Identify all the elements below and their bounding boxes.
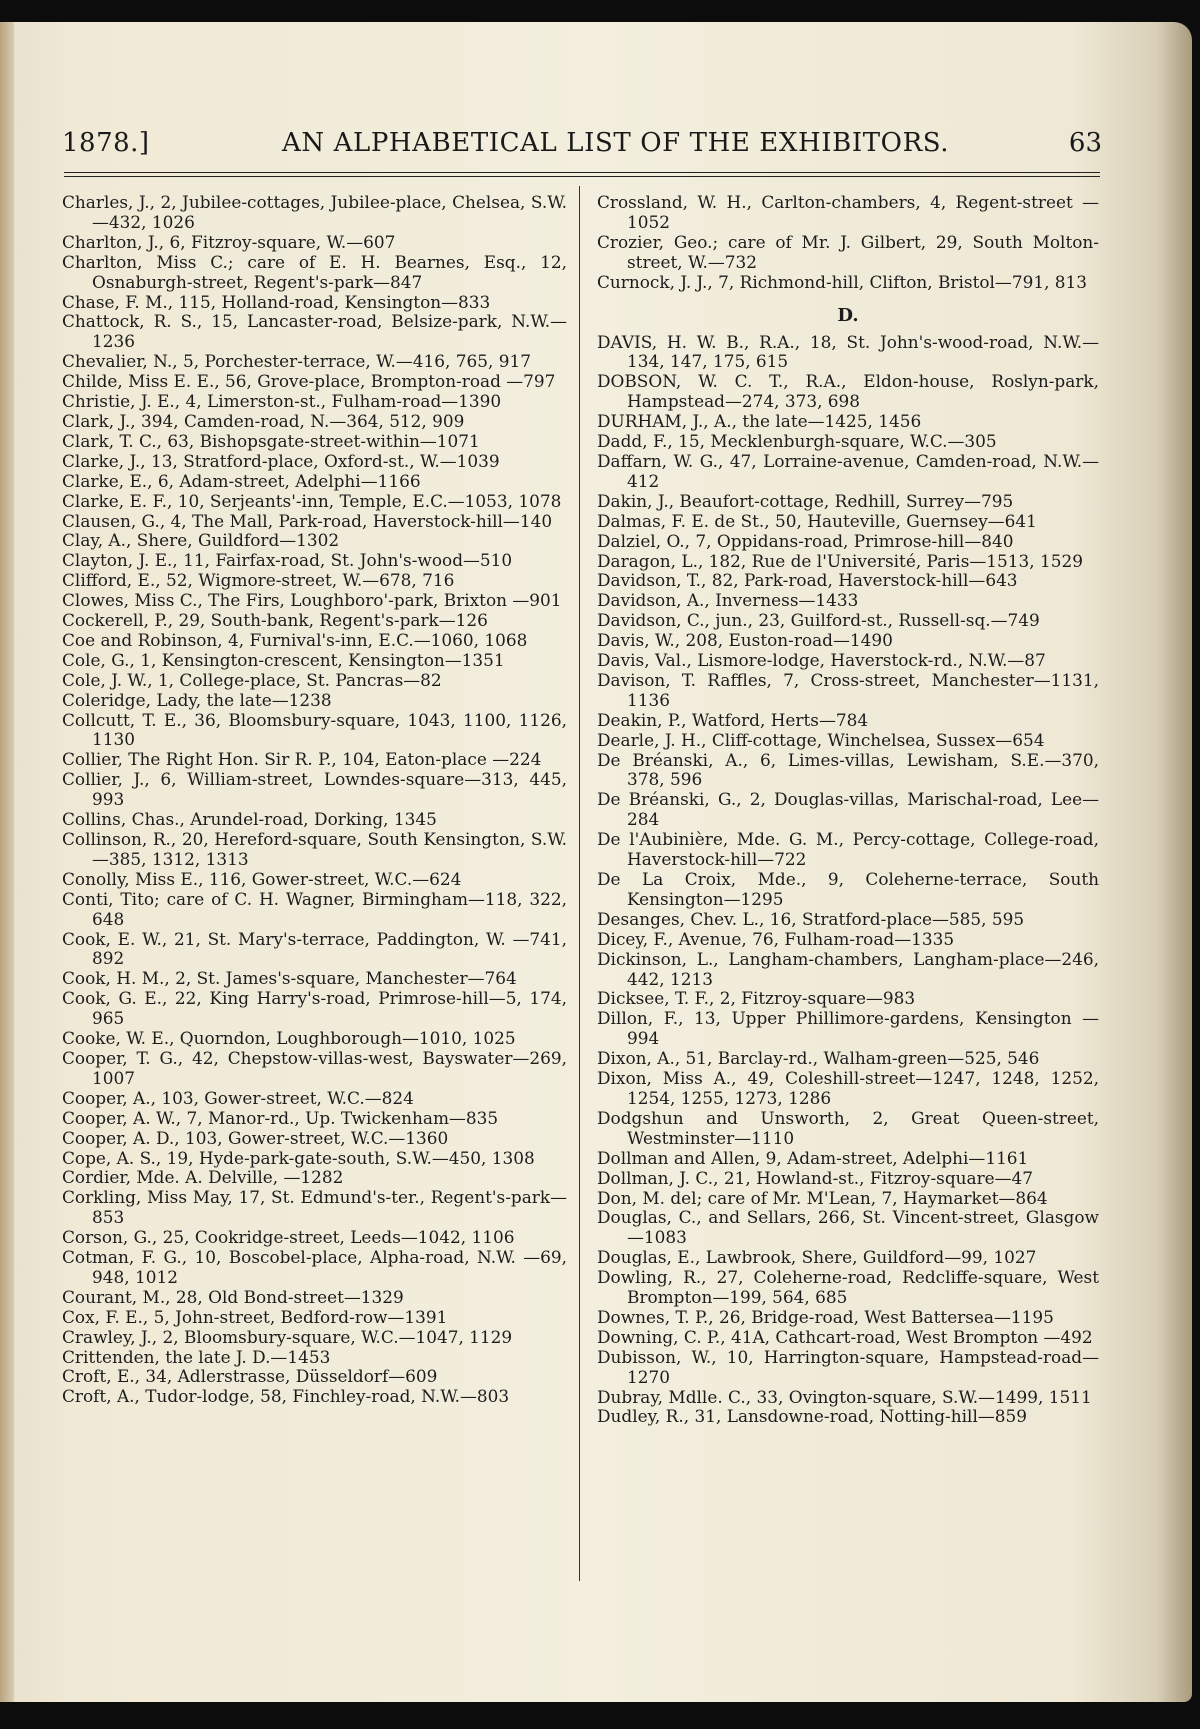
exhibitor-entry: Cope, A. S., 19, Hyde-park-gate-south, S.W.—450, 1308: [62, 1147, 535, 1168]
exhibitor-entry: Charlton, J., 6, Fitzroy-square, W.—607: [62, 231, 396, 252]
exhibitor-entry: Downing, C. P., 41A, Cathcart-road, West Brompton —492: [597, 1326, 1093, 1347]
exhibitor-entry: De l'Aubinière, Mde. G. M., Percy-cottage, College-road, Haverstock-hill—722: [597, 829, 1099, 870]
right-column: [597, 193, 1099, 1427]
exhibitor-entry: Dalmas, F. E. de St., 50, Hauteville, Guernsey—641: [597, 510, 1037, 531]
right-top-entries: [597, 193, 1099, 293]
exhibitor-entry: Charlton, Miss C.; care of E. H. Bearnes, Esq., 12, Osnaburgh-street, Regent's-park—847: [62, 251, 567, 292]
exhibitor-entry: Dixon, Miss A., 49, Coleshill-street—1247, 1248, 1252, 1254, 1255, 1273, 1286: [597, 1068, 1099, 1108]
exhibitor-entry: Cooper, A., 103, Gower-street, W.C.—824: [62, 1087, 414, 1108]
exhibitor-entry: Dowling, R., 27, Coleherne-road, Redcliffe-square, West Brompton—199, 564, 685: [597, 1267, 1099, 1308]
exhibitor-entry: Dixon, A., 51, Barclay-rd., Walham-green—525, 546: [597, 1048, 1040, 1069]
left-column: [62, 193, 567, 1407]
exhibitor-entry: Daffarn, W. G., 47, Lorraine-avenue, Camden-road, N.W.—412: [597, 450, 1099, 491]
exhibitor-entry: Dollman, J. C., 21, Howland-st., Fitzroy-square—47: [597, 1167, 1034, 1188]
exhibitor-entry: Davidson, A., Inverness—1433: [597, 590, 859, 611]
exhibitor-entry: Coe and Robinson, 4, Furnival's-inn, E.C.—1060, 1068: [62, 629, 528, 650]
exhibitor-entry: De Bréanski, G., 2, Douglas-villas, Marischal-road, Lee—284: [597, 789, 1099, 830]
exhibitor-entry: Dicksee, T. F., 2, Fitzroy-square—983: [597, 988, 916, 1009]
exhibitor-entry: Christie, J. E., 4, Limerston-st., Fulham-road—1390: [62, 391, 502, 412]
exhibitor-entry: Cox, F. E., 5, John-street, Bedford-row—1391: [62, 1306, 448, 1327]
exhibitor-entry: Corson, G., 25, Cookridge-street, Leeds—1042, 1106: [62, 1227, 515, 1248]
exhibitor-entry: Crossland, W. H., Carlton-chambers, 4, Regent-street —1052: [597, 192, 1099, 232]
exhibitor-entry: Collins, Chas., Arundel-road, Dorking, 1345: [62, 809, 437, 830]
exhibitor-entry: Croft, E., 34, Adlerstrasse, Düsseldorf—609: [62, 1366, 438, 1387]
section-heading-d: D.: [837, 304, 859, 326]
exhibitor-entry: Daragon, L., 182, Rue de l'Université, Paris—1513, 1529: [597, 550, 1083, 571]
exhibitor-entry: Conti, Tito; care of C. H. Wagner, Birmingham—118, 322, 648: [62, 888, 567, 929]
exhibitor-entry: Cordier, Mde. A. Delville, —1282: [62, 1167, 344, 1188]
exhibitor-entry: Downes, T. P., 26, Bridge-road, West Battersea—1195: [597, 1306, 1054, 1327]
exhibitor-entry: Clausen, G., 4, The Mall, Park-road, Haverstock-hill—140: [62, 510, 553, 531]
header-year: 1878.]: [62, 128, 150, 158]
exhibitor-entry: Davidson, C., jun., 23, Guilford-st., Russell-sq.—749: [597, 610, 1040, 631]
exhibitor-entry: Dickinson, L., Langham-chambers, Langham-place—246, 442, 1213: [597, 948, 1099, 989]
exhibitor-entry: Cole, J. W., 1, College-place, St. Pancras—82: [62, 669, 442, 690]
exhibitor-entry: Cole, G., 1, Kensington-crescent, Kensington—1351: [62, 649, 505, 670]
exhibitor-entry: Chattock, R. S., 15, Lancaster-road, Belsize-park, N.W.—1236: [62, 311, 567, 352]
exhibitor-entry: Childe, Miss E. E., 56, Grove-place, Brompton-road —797: [62, 371, 556, 392]
exhibitor-entry: Curnock, J. J., 7, Richmond-hill, Clifton, Bristol—791, 813: [597, 271, 1088, 292]
exhibitor-entry: Collcutt, T. E., 36, Bloomsbury-square, 1043, 1100, 1126, 1130: [62, 709, 567, 750]
exhibitor-entry: DAVIS, H. W. B., R.A., 18, St. John's-wood-road, N.W.—134, 147, 175, 615: [597, 331, 1099, 372]
exhibitor-entry: Coleridge, Lady, the late—1238: [62, 689, 332, 710]
exhibitor-entry: Davison, T. Raffles, 7, Cross-street, Manchester—1131, 1136: [597, 669, 1099, 710]
exhibitor-entry: Clark, J., 394, Camden-road, N.—364, 512, 909: [62, 410, 465, 431]
exhibitor-entry: Clarke, E., 6, Adam-street, Adelphi—1166: [62, 470, 421, 491]
exhibitor-entry: Cooper, A. D., 103, Gower-street, W.C.—1360: [62, 1127, 449, 1148]
exhibitor-entry: Clarke, J., 13, Stratford-place, Oxford-st., W.—1039: [62, 450, 500, 471]
exhibitor-entry: Clowes, Miss C., The Firs, Loughboro'-park, Brixton —901: [62, 590, 562, 611]
exhibitor-entry: Davis, W., 208, Euston-road—1490: [597, 630, 893, 651]
exhibitor-entry: Dodgshun and Unsworth, 2, Great Queen-street, Westminster—1110: [597, 1107, 1099, 1148]
exhibitor-entry: Chevalier, N., 5, Porchester-terrace, W.—416, 765, 917: [62, 351, 532, 372]
exhibitor-entry: Charles, J., 2, Jubilee-cottages, Jubilee-place, Chelsea, S.W.—432, 1026: [62, 192, 567, 232]
exhibitor-entry: Don, M. del; care of Mr. M'Lean, 7, Haymarket—864: [597, 1187, 1048, 1208]
right-d-entries: [597, 333, 1099, 1428]
exhibitor-entry: Conolly, Miss E., 116, Gower-street, W.C.—624: [62, 868, 462, 889]
exhibitor-entry: Cooper, T. G., 42, Chepstow-villas-west, Bayswater—269, 1007: [62, 1047, 567, 1088]
exhibitor-entry: Cook, H. M., 2, St. James's-square, Manchester—764: [62, 968, 517, 989]
exhibitor-entry: Deakin, P., Watford, Herts—784: [597, 709, 869, 730]
exhibitor-entry: Dakin, J., Beaufort-cottage, Redhill, Surrey—795: [597, 490, 1014, 511]
exhibitor-entry: Crawley, J., 2, Bloomsbury-square, W.C.—1047, 1129: [62, 1326, 513, 1347]
exhibitor-entry: Douglas, E., Lawbrook, Shere, Guildford—99, 1027: [597, 1247, 1037, 1268]
exhibitor-entry: Clifford, E., 52, Wigmore-street, W.—678, 716: [62, 570, 455, 591]
header-rule-bottom: [64, 176, 1100, 177]
exhibitor-entry: Dubray, Mdlle. C., 33, Ovington-square, S.W.—1499, 1511: [597, 1386, 1092, 1407]
book-spine-edge: [0, 22, 14, 1702]
exhibitor-entry: Crittenden, the late J. D.—1453: [62, 1346, 331, 1367]
exhibitor-entry: Dalziel, O., 7, Oppidans-road, Primrose-hill—840: [597, 530, 1014, 551]
exhibitor-entry: Clarke, E. F., 10, Serjeants'-inn, Temple, E.C.—1053, 1078: [62, 490, 562, 511]
exhibitor-entry: Clay, A., Shere, Guildford—1302: [62, 530, 340, 551]
exhibitor-entry: Collier, J., 6, William-street, Lowndes-square—313, 445, 993: [62, 769, 567, 810]
exhibitor-entry: Cooke, W. E., Quorndon, Loughborough—1010, 1025: [62, 1028, 516, 1049]
exhibitor-entry: Dearle, J. H., Cliff-cottage, Winchelsea, Sussex—654: [597, 729, 1045, 750]
running-header: [62, 128, 1102, 168]
exhibitor-entry: Cotman, F. G., 10, Boscobel-place, Alpha-road, N.W. —69, 948, 1012: [62, 1247, 567, 1287]
exhibitor-entry: Clayton, J. E., 11, Fairfax-road, St. John's-wood—510: [62, 550, 513, 571]
exhibitor-entry: Dadd, F., 15, Mecklenburgh-square, W.C.—305: [597, 431, 997, 452]
exhibitor-entry: Dicey, F., Avenue, 76, Fulham-road—1335: [597, 928, 955, 949]
exhibitor-entry: Davis, Val., Lismore-lodge, Haverstock-rd., N.W.—87: [597, 650, 1046, 671]
exhibitor-entry: Dollman and Allen, 9, Adam-street, Adelphi—1161: [597, 1147, 1029, 1168]
exhibitor-entry: Collinson, R., 20, Hereford-square, South Kensington, S.W.—385, 1312, 1313: [62, 829, 567, 869]
exhibitor-entry: De Bréanski, A., 6, Limes-villas, Lewisham, S.E.—370, 378, 596: [597, 749, 1099, 790]
exhibitor-entry: Douglas, C., and Sellars, 266, St. Vincent-street, Glasgow—1083: [597, 1207, 1099, 1248]
exhibitor-entry: Cooper, A. W., 7, Manor-rd., Up. Twickenham—835: [62, 1107, 499, 1128]
column-divider: [579, 186, 580, 1581]
exhibitor-entry: Dillon, F., 13, Upper Phillimore-gardens, Kensington —994: [597, 1008, 1099, 1049]
exhibitor-entry: Collier, The Right Hon. Sir R. P., 104, Eaton-place —224: [62, 749, 542, 770]
exhibitor-entry: Corkling, Miss May, 17, St. Edmund's-ter., Regent's-park—853: [62, 1187, 567, 1228]
exhibitor-entry: Davidson, T., 82, Park-road, Haverstock-hill—643: [597, 570, 1018, 591]
exhibitor-entry: Courant, M., 28, Old Bond-street—1329: [62, 1286, 404, 1307]
exhibitor-entry: Dudley, R., 31, Lansdowne-road, Notting-hill—859: [597, 1406, 1027, 1427]
exhibitor-entry: Dubisson, W., 10, Harrington-square, Hampstead-road—1270: [597, 1346, 1099, 1387]
exhibitor-entry: Desanges, Chev. L., 16, Stratford-place—585, 595: [597, 908, 1025, 929]
exhibitor-entry: Croft, A., Tudor-lodge, 58, Finchley-road, N.W.—803: [62, 1386, 510, 1407]
exhibitor-entry: DURHAM, J., A., the late—1425, 1456: [597, 411, 922, 432]
header-title: AN ALPHABETICAL LIST OF THE EXHIBITORS.: [282, 128, 950, 158]
exhibitor-entry: Chase, F. M., 115, Holland-road, Kensington—833: [62, 291, 491, 312]
exhibitor-entry: Clark, T. C., 63, Bishopsgate-street-within—1071: [62, 430, 480, 451]
exhibitor-entry: Crozier, Geo.; care of Mr. J. Gilbert, 29, South Molton-street, W.—732: [597, 231, 1099, 272]
exhibitor-entry: Cockerell, P., 29, South-bank, Regent's-park—126: [62, 610, 488, 631]
exhibitor-entry: Cook, G. E., 22, King Harry's-road, Primrose-hill—5, 174, 965: [62, 988, 567, 1029]
exhibitor-entry: De La Croix, Mde., 9, Coleherne-terrace, South Kensington—1295: [597, 869, 1099, 909]
exhibitor-entry: DOBSON, W. C. T., R.A., Eldon-house, Roslyn-park, Hampstead—274, 373, 698: [597, 371, 1099, 412]
page-number: 63: [1068, 128, 1102, 158]
header-rule-top: [64, 172, 1100, 173]
exhibitor-entry: Cook, E. W., 21, St. Mary's-terrace, Paddington, W. —741, 892: [62, 928, 567, 969]
